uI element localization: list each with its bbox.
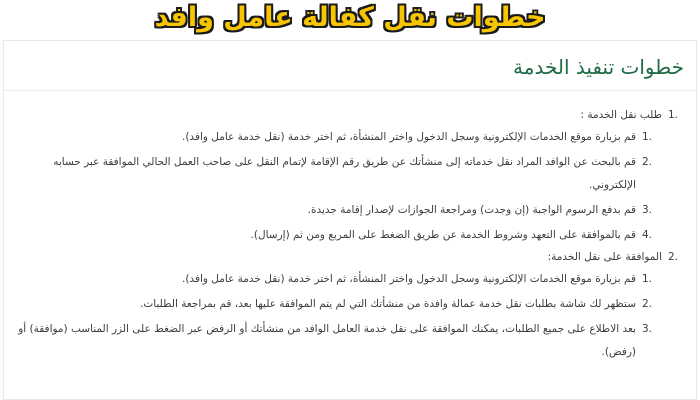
step-title: الموافقة على نقل الخدمة: <box>547 251 662 263</box>
substep-text: ستظهر لك شاشة بطلبات نقل خدمة عمالة وافدة من منشأتك التي لم يتم الموافقة عليها بعد، قم بمراجعة الطلبات. <box>140 298 636 310</box>
title-divider <box>4 90 696 91</box>
substep-text: قم بزيارة موقع الخدمات الإلكترونية وسجل الدخول واختر المنشأة، ثم اختر خدمة (نقل خدمة عامل وافد). <box>182 273 636 285</box>
banner-title: خطوات نقل كفالة عامل وافد <box>154 2 546 33</box>
list-item <box>16 224 652 247</box>
substep-text: قم بدفع الرسوم الواجبة (إن وجدت) ومراجعة الجوازات لإصدار إقامة جديدة. <box>307 204 636 216</box>
substep-number: 1. <box>641 131 652 143</box>
substep-number: 3. <box>641 323 652 335</box>
step-number: 1. <box>667 109 678 121</box>
list-item <box>16 151 652 197</box>
substep-text: قم بالموافقة على التعهد وشروط الخدمة عن طريق الضغط على المربع ومن ثم (إرسال). <box>250 229 636 241</box>
banner <box>0 0 700 36</box>
substep-number: 1. <box>641 273 652 285</box>
list-item <box>16 268 652 291</box>
step-transfer-approval <box>16 249 678 265</box>
section-title: خطوات تنفيذ الخدمة <box>513 55 684 79</box>
substeps-list <box>16 126 652 247</box>
substep-number: 3. <box>641 204 652 216</box>
substeps-list <box>16 268 652 364</box>
steps-list <box>16 107 678 366</box>
step-number: 2. <box>667 251 678 263</box>
list-item <box>16 126 652 149</box>
substep-text: بعد الاطلاع على جميع الطلبات، يمكنك الموافقة على نقل خدمة العامل الوافد من منشأتك أو الرفض عبر الضغط على الزر المناسب (موافقة) أو (رفض). <box>18 323 636 358</box>
service-steps-card <box>3 40 697 400</box>
substep-text: قم بزيارة موقع الخدمات الإلكترونية وسجل الدخول واختر المنشأة، ثم اختر خدمة (نقل خدمة عامل وافد). <box>182 131 636 143</box>
substep-number: 4. <box>641 229 652 241</box>
list-item <box>16 293 652 316</box>
list-item <box>16 199 652 222</box>
list-item <box>16 318 652 364</box>
substep-text: قم بالبحث عن الوافد المراد نقل خدماته إلى منشأتك عن طريق رقم الإقامة لإتمام النقل على صاحب العمل الحالي الموافقة عبر حسابه الإلكتروني. <box>53 156 636 191</box>
substep-number: 2. <box>641 156 652 168</box>
step-title: طلب نقل الخدمة : <box>580 109 662 121</box>
step-transfer-request <box>16 107 678 123</box>
substep-number: 2. <box>641 298 652 310</box>
